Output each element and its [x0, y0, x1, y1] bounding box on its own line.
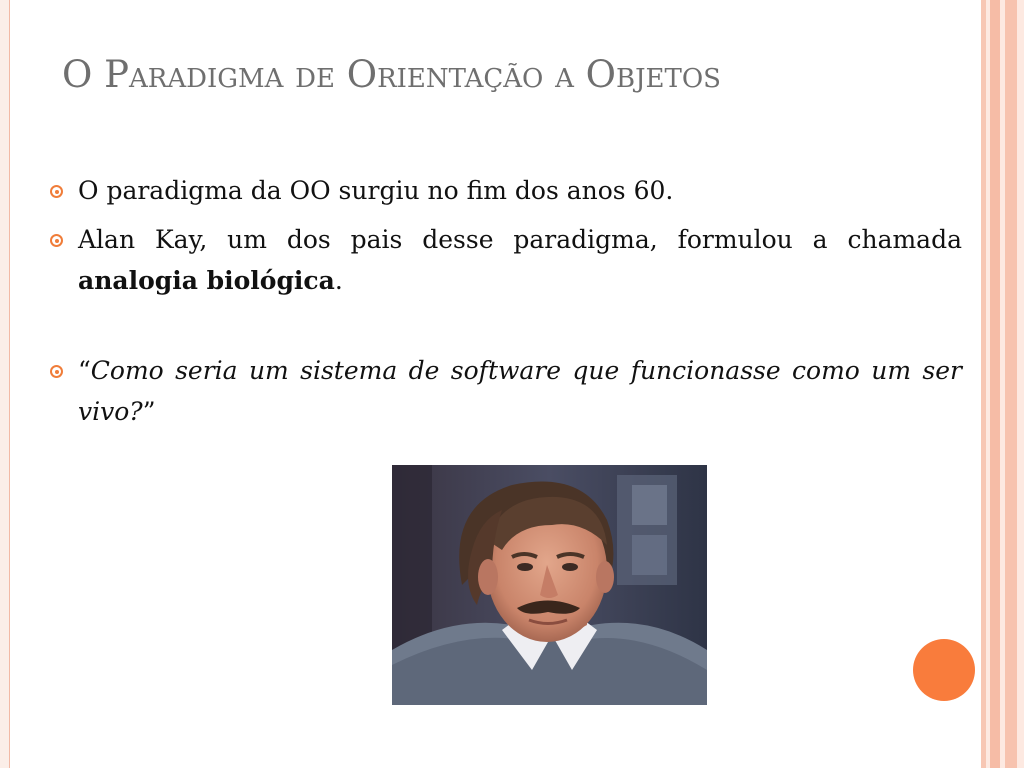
decorative-circle: [913, 639, 975, 701]
border-stripe: [1005, 0, 1017, 768]
portrait-photo-illustration: [392, 465, 707, 705]
bullet-marker-icon: [50, 185, 63, 198]
border-stripe: [1017, 0, 1024, 768]
slide-title: O Paradigma de Orientação a Objetos: [62, 53, 721, 96]
bullet-text: O paradigma da OO surgiu no fim dos anos 60.: [78, 176, 674, 205]
border-stripe: [990, 0, 1000, 768]
quote-open: “: [78, 356, 91, 385]
bullet-item: [50, 219, 962, 301]
quote-close: ”: [142, 397, 156, 426]
bullet-marker-icon: [50, 365, 63, 378]
bullet-marker-icon: [50, 234, 63, 247]
bullet-list: [50, 170, 962, 440]
quote-text: Como seria um sistema de software que funcionasse como um ser vivo?: [78, 356, 962, 426]
bullet-item: [50, 170, 962, 211]
bullet-bold-text: analogia biológica: [78, 266, 335, 295]
bullet-text-end: .: [334, 266, 343, 295]
portrait-photo: [392, 465, 707, 705]
bullet-text: Alan Kay, um dos pais desse paradigma, formulou a chamada: [78, 225, 962, 254]
bullet-item: [50, 350, 962, 432]
